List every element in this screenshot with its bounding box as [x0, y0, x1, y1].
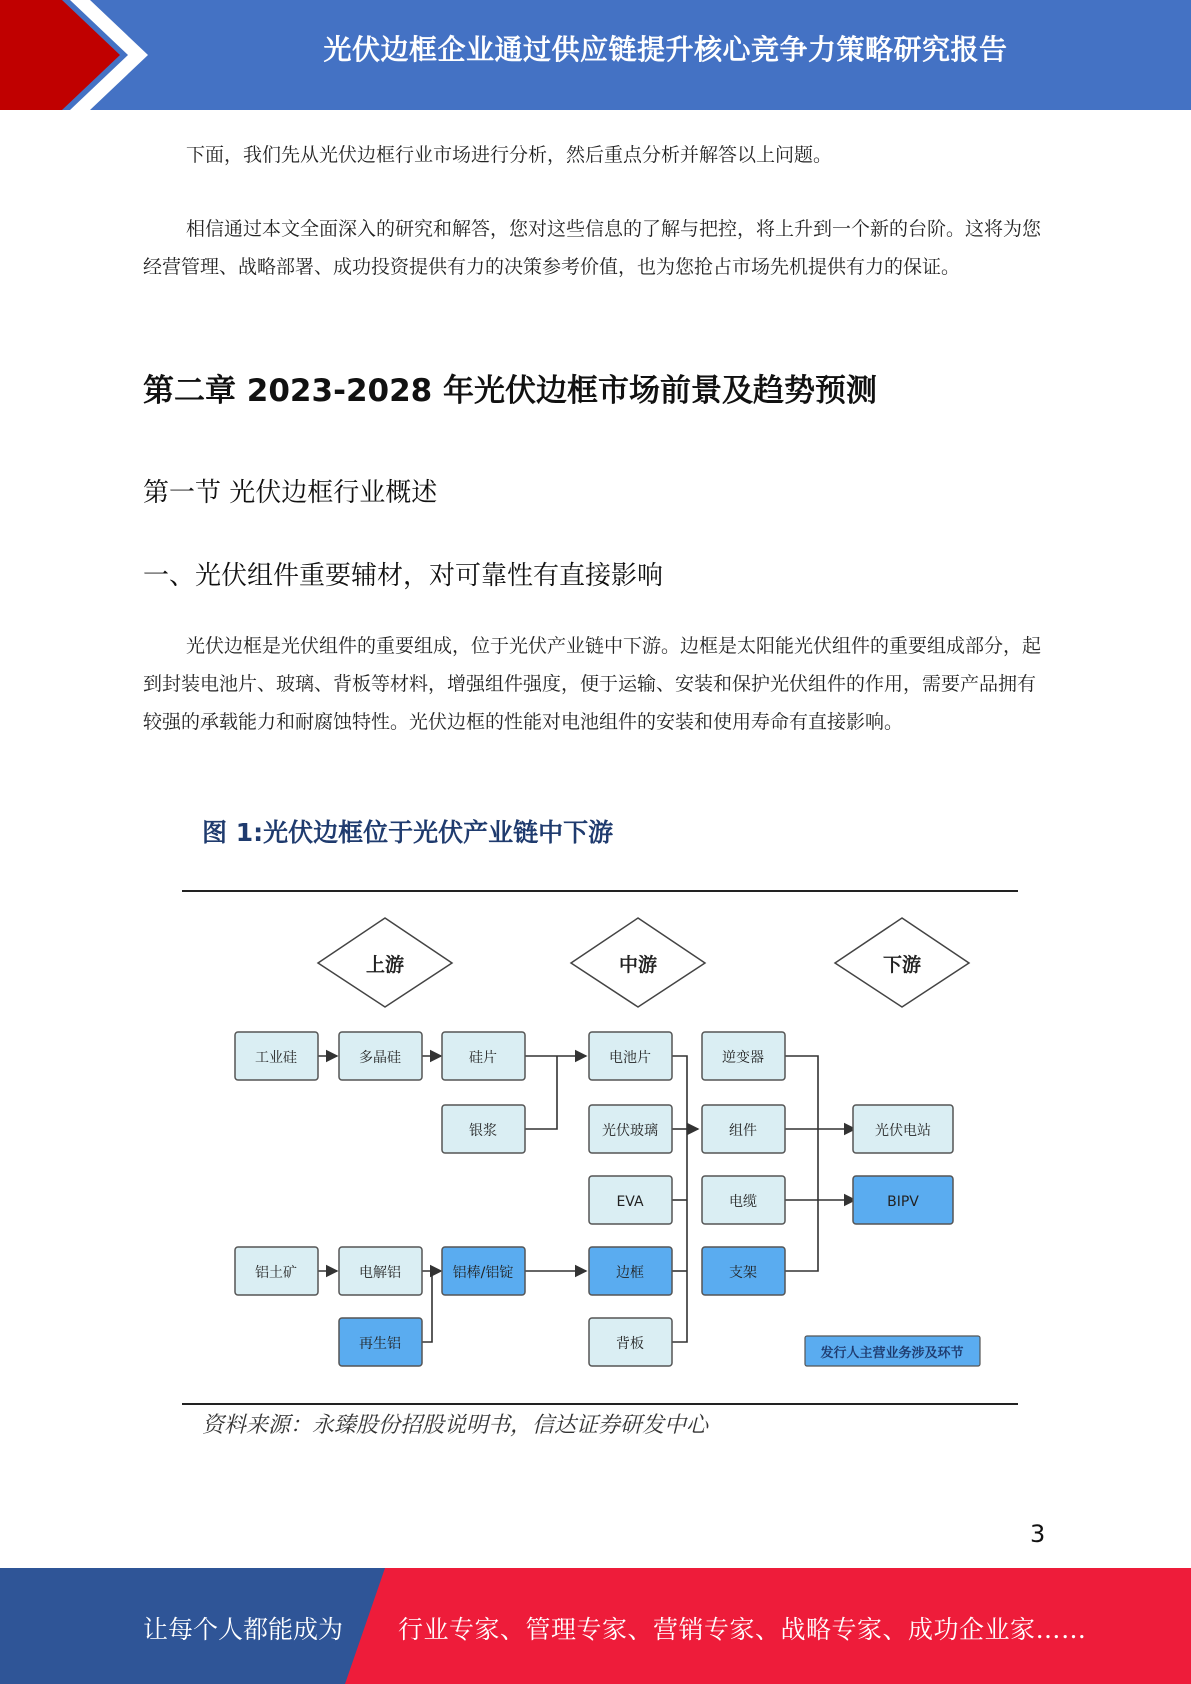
frame-description-paragraph: 光伏边框是光伏组件的重要组成，位于光伏产业链中下游。边框是太阳能光伏组件的重要组成部分，起到封装电池片、玻璃、背板等材料，增强组件强度，便于运输、安装和保护光伏组件的作用，需要产品拥有较强的承载能力和耐腐蚀特性。光伏边框的性能对电池组件的安装和使用寿命有直接影响。 [143, 635, 1042, 733]
box-polysilicon [339, 1032, 422, 1080]
industry-chain-figure [180, 805, 1020, 1450]
box-recycled-aluminum [339, 1318, 422, 1366]
box-backsheet [589, 1318, 672, 1366]
subsection-heading: 一、光伏组件重要辅材，对可靠性有直接影响 [143, 561, 664, 591]
svg-text:支架: 支架 [729, 1265, 757, 1281]
box-pv-plant [853, 1105, 953, 1153]
box-silver-paste [442, 1105, 525, 1153]
box-bracket [702, 1247, 785, 1295]
svg-text:光伏玻璃: 光伏玻璃 [602, 1123, 658, 1139]
svg-text:再生铝: 再生铝 [359, 1336, 401, 1352]
svg-text:铝土矿: 铝土矿 [255, 1265, 297, 1281]
box-frame [589, 1247, 672, 1295]
svg-text:电缆: 电缆 [729, 1194, 757, 1210]
page-number: 3 [1030, 1520, 1046, 1548]
section-heading: 第一节 光伏边框行业概述 [143, 478, 438, 508]
svg-text:中游: 中游 [618, 954, 658, 976]
svg-text:背板: 背板 [616, 1336, 644, 1352]
svg-text:BIPV: BIPV [887, 1194, 919, 1210]
box-aluminum-rod [442, 1247, 525, 1295]
header-arrow-decoration [0, 0, 150, 110]
footer-band [0, 1568, 1191, 1684]
svg-text:工业硅: 工业硅 [255, 1050, 297, 1066]
svg-text:银浆: 银浆 [469, 1123, 497, 1139]
footer-slogan-left: 让每个人都能成为 [143, 1615, 344, 1644]
svg-text:EVA: EVA [616, 1194, 644, 1210]
box-inverter [702, 1032, 785, 1080]
industry-chain-diagram [180, 805, 1020, 1405]
svg-text:上游: 上游 [365, 954, 405, 976]
chapter-heading: 第二章 2023-2028 年光伏边框市场前景及趋势预测 [143, 373, 878, 409]
box-industrial-silicon [235, 1032, 318, 1080]
svg-text:边框: 边框 [616, 1265, 644, 1281]
box-pv-glass [589, 1105, 672, 1153]
box-eva [589, 1176, 672, 1224]
svg-text:逆变器: 逆变器 [722, 1050, 764, 1066]
summary-paragraph: 相信通过本文全面深入的研究和解答，您对这些信息的了解与把控，将上升到一个新的台阶。这将为您经营管理、战略部署、成功投资提供有力的决策参考价值，也为您抢占市场先机提供有力的保证。 [143, 218, 1042, 278]
box-bauxite [235, 1247, 318, 1295]
svg-text:下游: 下游 [882, 954, 922, 976]
intro-paragraph: 下面，我们先从光伏边框行业市场进行分析，然后重点分析并解答以上问题。 [186, 144, 833, 166]
stage-downstream [835, 918, 969, 1007]
box-wafer [442, 1032, 525, 1080]
svg-text:组件: 组件 [729, 1123, 757, 1139]
svg-text:光伏电站: 光伏电站 [875, 1123, 931, 1139]
svg-text:多晶硅: 多晶硅 [359, 1050, 401, 1066]
footer-slogan-right: 行业专家、管理专家、营销专家、战略专家、成功企业家…… [398, 1615, 1087, 1644]
box-electrolytic-aluminum [339, 1247, 422, 1295]
legend-main-business [805, 1336, 980, 1366]
svg-text:发行人主营业务涉及环节: 发行人主营业务涉及环节 [820, 1346, 964, 1361]
svg-text:电池片: 电池片 [609, 1050, 651, 1066]
header-band [0, 0, 1191, 110]
svg-text:铝棒/铝锭: 铝棒/铝锭 [452, 1265, 514, 1281]
box-cell [589, 1032, 672, 1080]
figure-source: 资料来源：永臻股份招股说明书，信达证券研发中心 [202, 1413, 709, 1438]
svg-text:电解铝: 电解铝 [359, 1265, 401, 1281]
stage-midstream [571, 918, 705, 1007]
figure-title: 图 1:光伏边框位于光伏产业链中下游 [202, 818, 614, 847]
box-module [702, 1105, 785, 1153]
svg-text:硅片: 硅片 [469, 1050, 497, 1066]
report-title: 光伏边框企业通过供应链提升核心竞争力策略研究报告 [323, 33, 1008, 66]
stage-upstream [318, 918, 452, 1007]
box-bipv [853, 1176, 953, 1224]
box-cable [702, 1176, 785, 1224]
